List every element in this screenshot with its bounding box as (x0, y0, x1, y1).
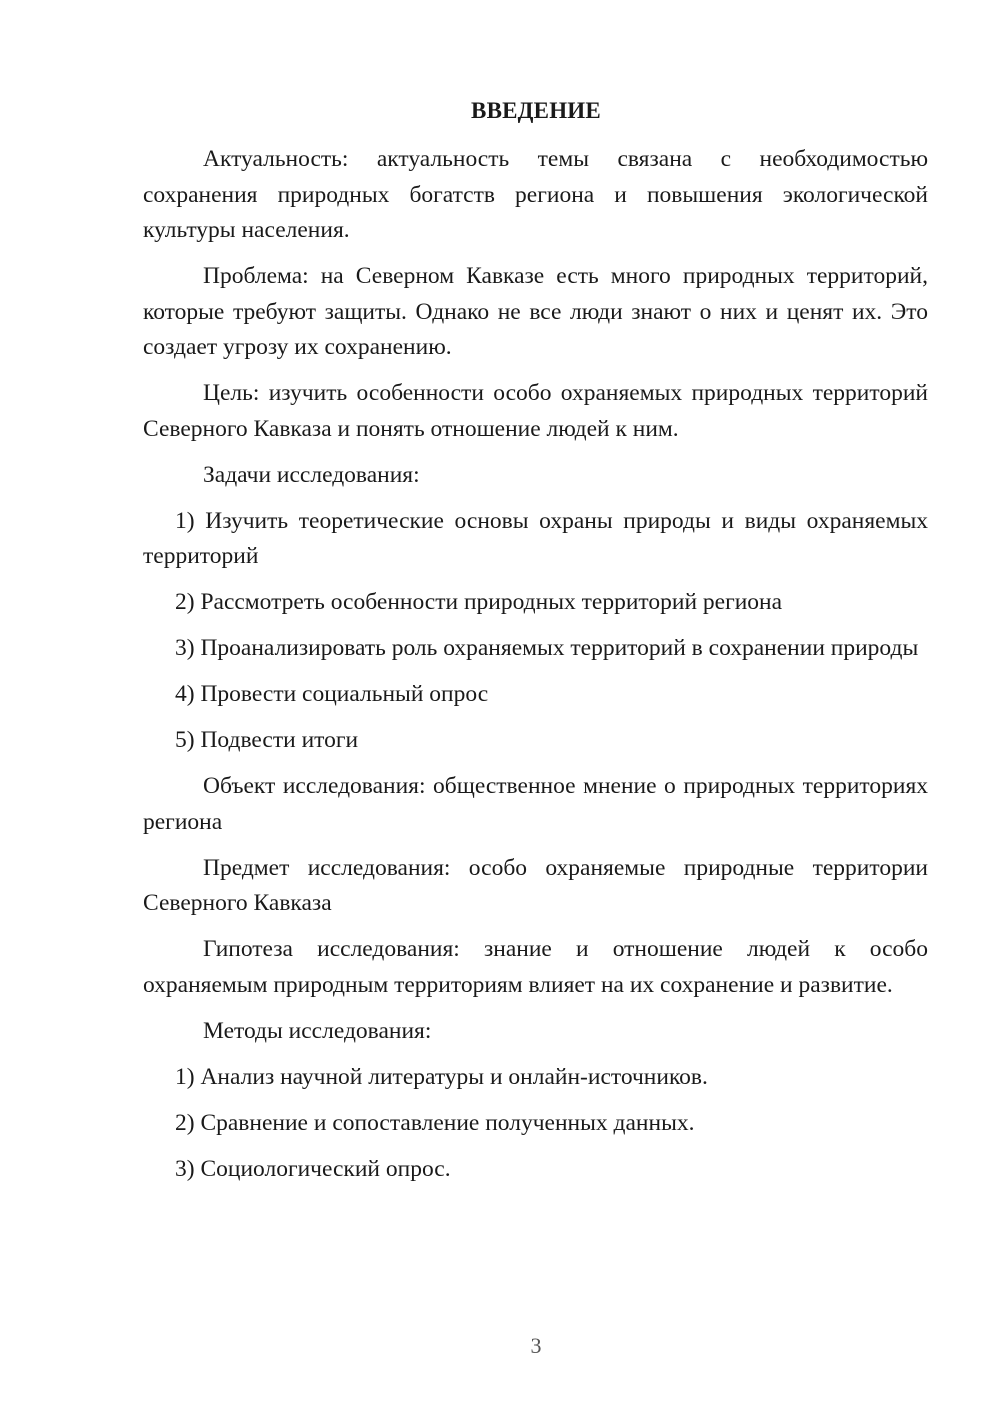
paragraph-goal: Цель: изучить особенности особо охраняемых природных территорий Северного Кавказа и понять отношение людей к ним. (143, 380, 928, 442)
list-item-task-5: 5) Подвести итоги (175, 727, 359, 753)
list-item-method-1: 1) Анализ научной литературы и онлайн-источников. (175, 1063, 708, 1090)
page-title: ВВЕДЕНИЕ (471, 98, 601, 123)
body-text (143, 142, 928, 1198)
paragraph-subject: Предмет исследования: особо охраняемые природные территории Северного Кавказа (143, 854, 928, 916)
paragraph-problem: Проблема: на Северном Кавказе есть много природных территорий, которые требуют защиты. Однако не все люди знают о них и ценят их. Это создает угрозу их сохранению. (143, 263, 928, 360)
list-item-task-1: 1) Изучить теоретические основы охраны природы и виды охраняемых территорий (143, 507, 928, 569)
paragraph-methods-heading: Методы исследования: (203, 1017, 432, 1044)
list-item-task-4: 4) Провести социальный опрос (175, 681, 489, 707)
page-number: 3 (530, 1333, 542, 1358)
list-item-method-3: 3) Социологический опрос. (175, 1155, 451, 1182)
paragraph-hypothesis: Гипотеза исследования: знание и отношение людей к особо охраняемым природным территориям влияет на их сохранение и развитие. (143, 936, 928, 998)
list-item-task-3: 3) Проанализировать роль охраняемых территорий в сохранении природы (175, 635, 919, 661)
paragraph-relevance: Актуальность: актуальность темы связана с необходимостью сохранения природных богатств региона и повышения экологической культуры населения. (143, 146, 928, 243)
list-item-task-2: 2) Рассмотреть особенности природных территорий региона (175, 589, 783, 615)
paragraph-tasks-heading: Задачи исследования: (203, 461, 420, 488)
list-item-method-2: 2) Сравнение и сопоставление полученных данных. (175, 1109, 695, 1136)
paragraph-object: Объект исследования: общественное мнение о природных территориях региона (143, 773, 928, 835)
